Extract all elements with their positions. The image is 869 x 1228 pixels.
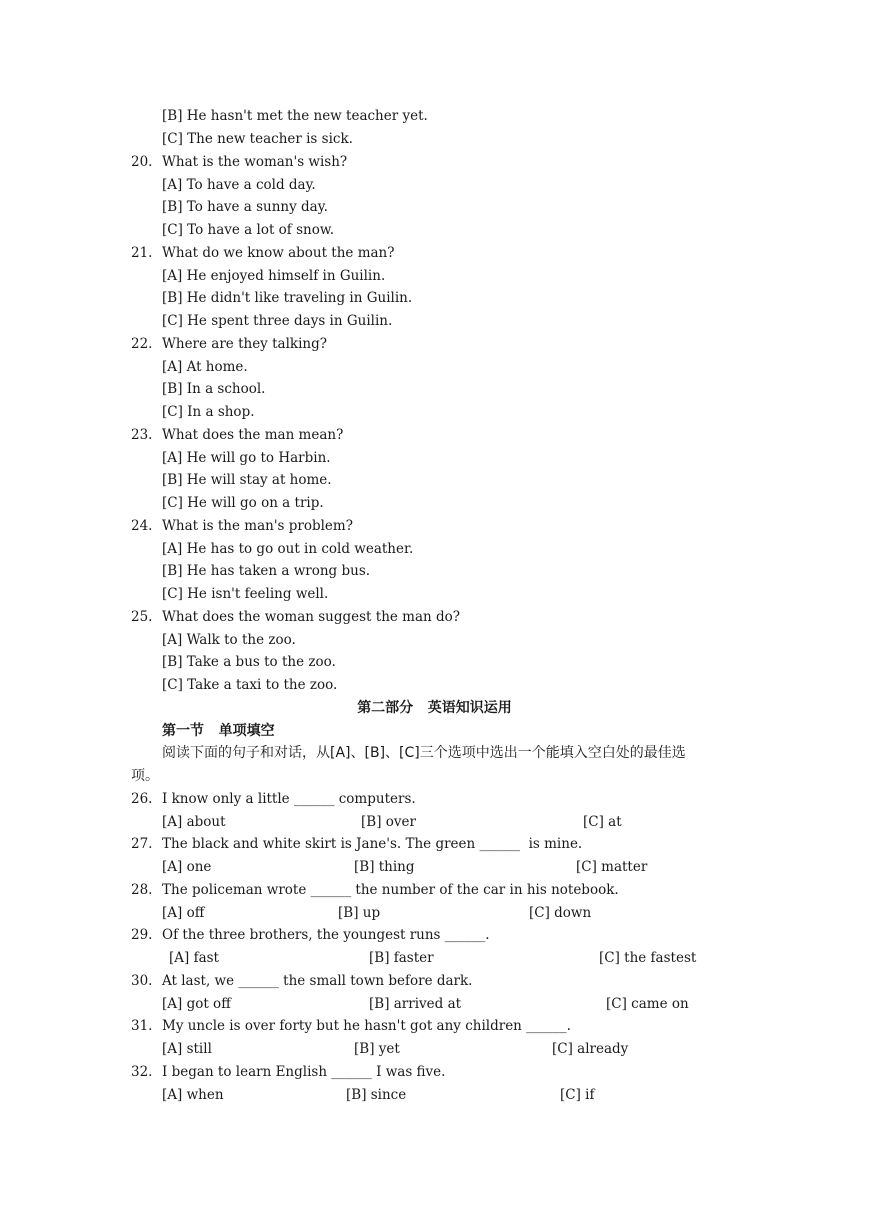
option-c: [C] He will go on a trip. [162,495,324,511]
option-c: [C] In a shop. [162,404,255,420]
option-c: [C] He isn't feeling well. [162,586,329,602]
question-number: 21. [131,245,153,261]
section-title: 第一节 单项填空 [162,723,275,739]
option-a: [A] still [162,1041,212,1057]
question-number: 30. [131,973,153,989]
instruction-text-cont: 项。 [131,768,159,784]
question-text: Where are they talking? [162,336,327,352]
option-c: [C] Take a taxi to the zoo. [162,677,338,693]
option-b: [B] thing [354,859,415,875]
question-text: I know only a little ______ computers. [162,791,416,807]
question-text: What does the woman suggest the man do? [162,609,461,625]
option-b: [B] since [346,1087,407,1103]
option-c: [C] To have a lot of snow. [162,222,335,238]
option-a: [A] got off [162,996,231,1012]
option-c: [C] already [552,1041,629,1057]
question-text: The policeman wrote ______ the number of the car in his notebook. [162,882,619,898]
option-c: [C] at [583,814,622,830]
option-b: [B] arrived at [369,996,462,1012]
question-text: At last, we ______ the small town before dark. [162,973,473,989]
option-b: [B] In a school. [162,381,266,397]
question-number: 25. [131,609,153,625]
option-a: [A] Walk to the zoo. [162,632,296,648]
option-a: [A] He will go to Harbin. [162,450,331,466]
option-b: [B] faster [369,950,434,966]
question-text: What does the man mean? [162,427,344,443]
question-text: What is the woman's wish? [162,154,348,170]
option-b: [B] He has taken a wrong bus. [162,563,371,579]
option-a: [A] off [162,905,205,921]
q19-option-b: [B] He hasn't met the new teacher yet. [162,108,428,124]
option-a: [A] about [162,814,226,830]
option-a: [A] when [162,1087,224,1103]
question-number: 28. [131,882,153,898]
option-c: [C] matter [576,859,648,875]
question-text: The black and white skirt is Jane's. The green ______ is mine. [162,836,583,852]
instruction-text: 阅读下面的句子和对话，从[A]、[B]、[C]三个选项中选出一个能填入空白处的最佳选 [162,745,686,761]
question-number: 32. [131,1064,153,1080]
part-title: 第二部分 英语知识运用 [357,700,512,716]
option-c: [C] the fastest [599,950,697,966]
option-c: [C] came on [606,996,689,1012]
question-number: 26. [131,791,153,807]
option-a: [A] He enjoyed himself in Guilin. [162,268,386,284]
question-text: My uncle is over forty but he hasn't got any children ______. [162,1018,571,1034]
option-a: [A] At home. [162,359,248,375]
option-b: [B] He will stay at home. [162,472,332,488]
option-a: [A] fast [169,950,219,966]
option-c: [C] He spent three days in Guilin. [162,313,393,329]
option-b: [B] He didn't like traveling in Guilin. [162,290,413,306]
question-number: 27. [131,836,153,852]
question-number: 29. [131,927,153,943]
q19-option-c: [C] The new teacher is sick. [162,131,353,147]
question-text: What do we know about the man? [162,245,395,261]
option-b: [B] over [361,814,416,830]
question-number: 24. [131,518,153,534]
option-a: [A] one [162,859,212,875]
question-number: 20. [131,154,153,170]
option-c: [C] if [560,1087,595,1103]
question-text: Of the three brothers, the youngest runs ______. [162,927,490,943]
option-a: [A] He has to go out in cold weather. [162,541,414,557]
option-b: [B] To have a sunny day. [162,199,328,215]
question-number: 22. [131,336,153,352]
question-number: 31. [131,1018,153,1034]
option-b: [B] up [338,905,381,921]
option-c: [C] down [529,905,592,921]
option-b: [B] yet [354,1041,400,1057]
option-b: [B] Take a bus to the zoo. [162,654,336,670]
question-number: 23. [131,427,153,443]
question-text: I began to learn English ______ I was five. [162,1064,446,1080]
option-a: [A] To have a cold day. [162,177,316,193]
question-text: What is the man's problem? [162,518,353,534]
